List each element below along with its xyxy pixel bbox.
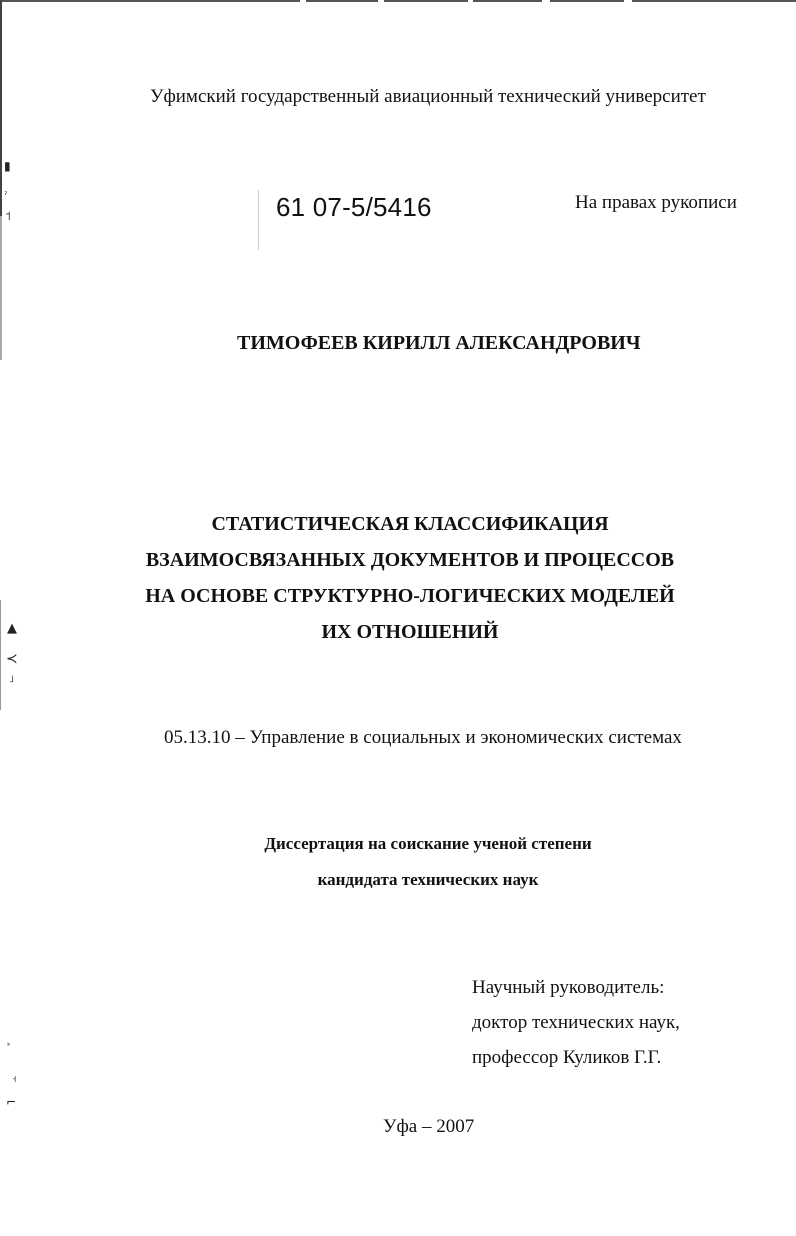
scan-speck-mark: ˃ xyxy=(6,1043,11,1054)
supervisor-name: профессор Куликов Г.Г. xyxy=(472,1047,662,1068)
scan-speck-mark: ▲ xyxy=(7,621,17,636)
scan-speck-mark: ˀ xyxy=(4,191,8,201)
supervisor-degree: доктор технических наук, xyxy=(472,1012,680,1033)
thesis-title-line: СТАТИСТИЧЕСКАЯ КЛАССИФИКАЦИЯ xyxy=(211,513,609,535)
scan-speck-mark: ▮ xyxy=(4,159,11,173)
scan-border-gap xyxy=(542,0,550,3)
scan-left-edge xyxy=(0,0,2,360)
degree-statement xyxy=(230,826,626,898)
degree-line: кандидата технических наук xyxy=(317,870,539,889)
thesis-title xyxy=(110,506,710,650)
manuscript-rights-note: На правах рукописи xyxy=(575,192,737,213)
degree-line: Диссертация на соискание ученой степени xyxy=(264,834,592,853)
stamp-rule xyxy=(258,190,259,250)
registry-code: 61 07-5/5416 xyxy=(276,192,432,222)
scan-border-gap xyxy=(468,0,473,3)
scan-speck-mark: ˦ xyxy=(5,209,11,223)
supervisor-info xyxy=(472,970,680,1075)
author-name: ТИМОФЕЕВ КИРИЛЛ АЛЕКСАНДРОВИЧ xyxy=(237,332,641,354)
scan-border-gap xyxy=(378,0,384,3)
scan-top-border xyxy=(0,0,796,2)
scan-border-gap xyxy=(624,0,632,3)
scan-speck-mark: ˧ xyxy=(12,1075,17,1085)
university-name: Уфимский государственный авиационный технический университет xyxy=(150,86,706,107)
city-year: Уфа – 2007 xyxy=(383,1116,475,1137)
thesis-title-line: ВЗАИМОСВЯЗАННЫХ ДОКУМЕНТОВ И ПРОЦЕССОВ xyxy=(145,549,675,571)
scan-speck-mark: ⌐ xyxy=(6,1095,17,1109)
scan-speck-mark: ˩ xyxy=(9,674,14,685)
scan-speck-mark: ≺ xyxy=(6,651,18,667)
supervisor-label: Научный руководитель: xyxy=(472,977,665,998)
thesis-title-line: НА ОСНОВЕ СТРУКТУРНО-ЛОГИЧЕСКИХ МОДЕЛЕЙ xyxy=(145,585,675,607)
thesis-title-line: ИХ ОТНОШЕНИЙ xyxy=(321,621,499,643)
scan-border-gap xyxy=(300,0,306,3)
scan-left-edge xyxy=(0,600,1,710)
specialty-code: 05.13.10 – Управление в социальных и экономических системах xyxy=(164,727,682,748)
